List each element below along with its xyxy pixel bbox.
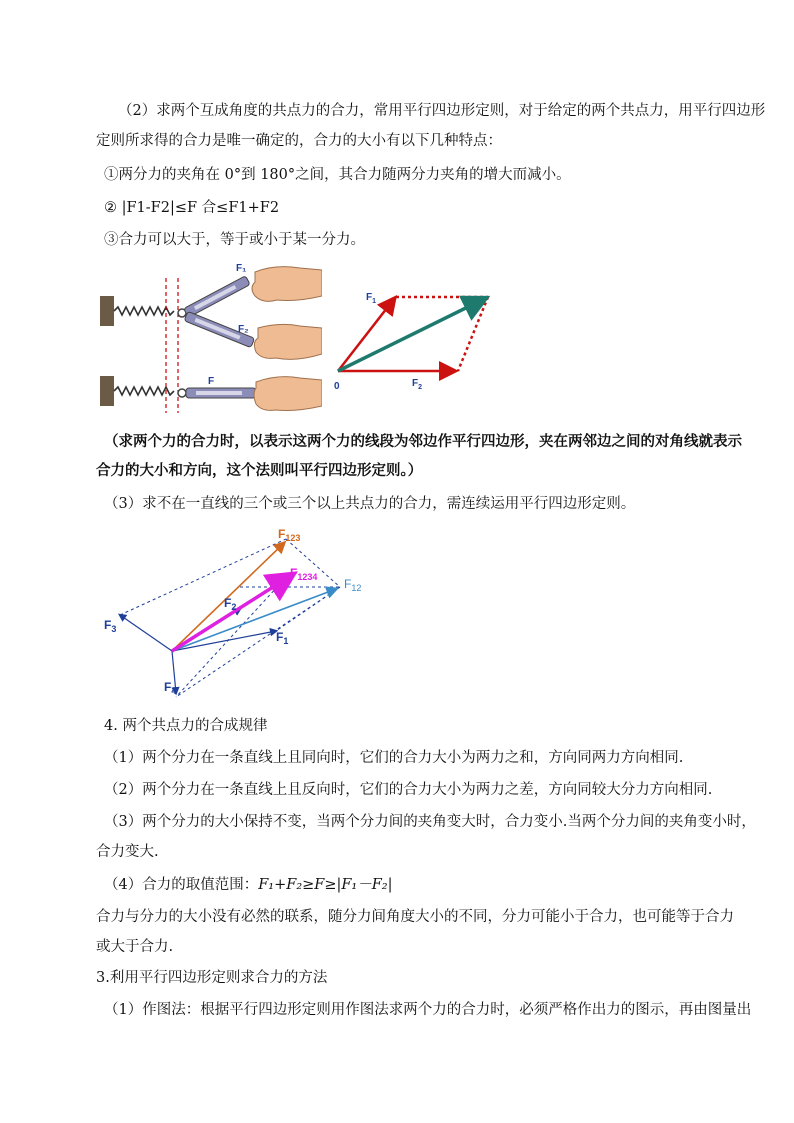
label-f4: $F_4$ (164, 680, 177, 696)
spring-scale-figure (100, 258, 322, 416)
rule-1: （1）两个分力在一条直线上且同向时，它们的合力大小为两力之和，方向同两力方向相同. (104, 750, 684, 766)
vector-f1 (338, 299, 394, 371)
rule-3-line-1: （3）两个分力的大小保持不变，当两个分力间的夹角变大时，合力变小.当两个分力间的夹角变小时， (104, 814, 756, 830)
section-4-heading: 4. 两个共点力的合成规律 (104, 718, 268, 734)
vector-f3 (120, 615, 172, 651)
dash-f3-to-f123 (120, 539, 286, 615)
spring-scale-3 (186, 388, 256, 398)
note-line-2: 或大于合力. (96, 939, 174, 955)
para-2-line-2: 定则所求得的合力是唯一确定的，合力的大小有以下几种特点： (96, 133, 502, 149)
label-f: F (208, 376, 215, 387)
rule-2: （2）两个分力在一条直线上且反向时，它们的合力大小为两力之差，方向同较大分力方向相同. (104, 782, 713, 798)
section-3-heading: 3.利用平行四边形定则求合力的方法 (96, 970, 328, 986)
label-f12: $F_{12}$ (344, 577, 362, 593)
label-f2: F₂ (238, 324, 249, 335)
feature-item-2: ② |F1-F2|≤F 合≤F1+F2 (104, 200, 280, 216)
spring-bottom (114, 387, 174, 395)
hook-bottom (178, 389, 186, 397)
wall-top (100, 296, 114, 326)
hand-middle (254, 324, 322, 359)
rule-4-prefix: （4）合力的取值范围： (104, 877, 259, 893)
label-f1234: $F_{1234}$ (290, 566, 318, 582)
label-f3: $F_3$ (104, 618, 117, 634)
dash-f12-to-f4 (176, 587, 340, 697)
label-f1: $F_1$ (276, 630, 289, 646)
hand-top (252, 267, 322, 302)
method-1: （1）作图法：根据平行四边形定则用作图法求两个力的合力时，必须严格作出力的图示，再由图量出 (104, 1002, 752, 1018)
label-f1: F₁ (236, 263, 247, 274)
feature-item-1: ①两分力的夹角在 0°到 180°之间，其合力随两分力夹角的增大而减小。 (104, 167, 571, 183)
spring-scale-1 (184, 276, 251, 318)
parallelogram-figure (326, 285, 506, 395)
note-line-1: 合力与分力的大小没有必然的联系，随分力间角度大小的不同，分力可能小于合力，也可能等于合力 (96, 909, 734, 925)
multi-force-figure (100, 525, 380, 705)
rule-definition-line-1: （求两个力的合力时，以表示这两个力的线段为邻边作平行四边形，夹在两邻边之间的对角线就表示 (104, 433, 742, 450)
rule-4-formula: F₁+F₂≥F≥|F₁－F₂| (258, 877, 393, 893)
rule-4 (104, 875, 393, 895)
label-origin: 0 (334, 381, 340, 392)
para-2-line-1: （2）求两个互成角度的共点力的合力，常用平行四边形定则，对于给定的两个共点力，用平行四边形 (118, 103, 766, 119)
hand-bottom (254, 377, 322, 411)
feature-item-3: ③合力可以大于，等于或小于某一分力。 (104, 232, 365, 248)
rule-definition-line-2: 合力的大小和方向，这个法则叫平行四边形定则。） (96, 462, 423, 479)
label-f123: $F_{123}$ (278, 527, 301, 543)
rule-3-line-2: 合力变大. (96, 844, 159, 860)
label-f2: $F_2$ (224, 596, 237, 612)
label-f2: $F_2$ (412, 378, 423, 391)
para-3: （3）求不在一直线的三个或三个以上共点力的合力，需连续运用平行四边形定则。 (104, 496, 636, 512)
wall-bottom (100, 376, 114, 406)
spring-top (114, 307, 174, 315)
label-f1: $F_1$ (366, 292, 377, 305)
